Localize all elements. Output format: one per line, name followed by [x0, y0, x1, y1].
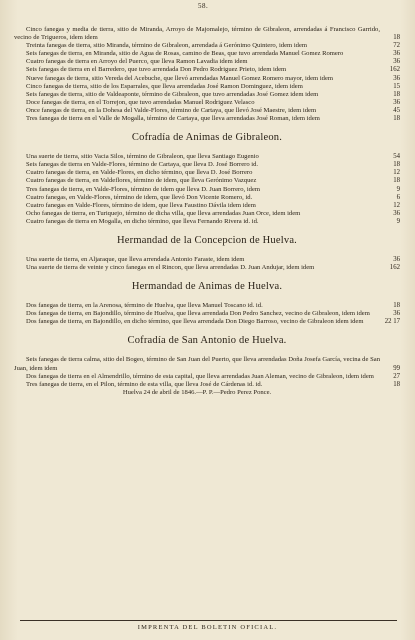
land-entry [14, 310, 400, 318]
entry-text: Tres fanegas de tierra, en el Pilon, término de esta villa, que lleva José de Cárdenas id. id. [26, 380, 263, 388]
entry-text: Ocho fanegas de tierra, en Turiquejo, término de dicha villa, que lleva arrendadas Juan Orce, idem idem [26, 209, 301, 217]
entry-text: Cuatro fanegas de tierra en Mogalla, en dicho término, que lleva Fernando Rivera id. id. [26, 217, 259, 225]
entry-text: Doce fanegas de tierra, en el Torrejon, que tuvo arrendadas Manuel Rodriguez Velasco [26, 98, 255, 106]
entry-text: Cuatro fanegas de tierra, en Valdeflores, término de idem, que lleva Gerónimo Vazquez [26, 177, 257, 185]
entry-text: Dos fanegas de tierra, en Bajondillo, en dicho término, que lleva arrendada Don Diego Barroso, vecino de Gibraleon idem idem [26, 318, 364, 326]
land-entry [14, 58, 400, 66]
land-entry [14, 115, 400, 123]
land-entry [14, 356, 400, 372]
entry-value: 6 [396, 193, 400, 201]
entry-text: Seis fanegas de tierra en Valde-Flores, término de Cartaya, que lleva D. José Borrero id. [26, 161, 259, 169]
land-entry [14, 161, 400, 169]
entry-value: 36 [393, 50, 400, 58]
footer-rule [20, 620, 397, 621]
entry-value: 162 [389, 66, 400, 74]
entry-text: Tres fanegas de tierra, en Valde-Flores, término de idem que lleva D. Juan Borrero, idem [26, 185, 261, 193]
entry-text: Cuatro fanegas en Valde-Flores, término de idem, que lleva Faustino Dávila idem idem [26, 201, 256, 209]
section-heading: Cofradía de Animas de Gibraleon. [131, 132, 283, 144]
entry-value: 27 [393, 372, 400, 380]
land-entry [14, 210, 400, 218]
entry-text: Seis fanegas de tierra, sitio de Valdeaponte, término de Gibraleon, que tuvo arrendadas José Gomez idem idem [26, 90, 319, 98]
entry-text: Nueve fanegas de tierra, sitio Vereda del Acebuche, que llevó arrendadas Manuel Gomez Romero mayor, idem idem [26, 74, 334, 82]
land-entry [14, 186, 400, 194]
entry-value: 36 [393, 58, 400, 66]
entry-value: 45 [393, 106, 400, 114]
entry-text: Dos fanegas de tierra, en Bajondillo, término de Huelva, que lleva arrendada Don Pedro Sanchez, vecino de Gibraleon, idem idem [26, 310, 370, 318]
entry-text: Cuatro fanegas de tierra, en Valde-Flores, en dicho término, que lleva D. José Borrero [26, 169, 253, 177]
land-entry [14, 99, 400, 107]
land-entry [14, 264, 400, 272]
entry-text: Cuatro fanegas, en Valde-Flores, término de idem, que llevó Don Vicente Romero, id. [26, 193, 253, 201]
entry-value: 9 [396, 217, 400, 225]
entry-value: 18 [393, 34, 400, 42]
entry-value: 18 [393, 380, 400, 388]
entry-text: Dos fanegas de tierra, en la Arenosa, término de Huelva, que lleva Manuel Toscano id. id. [26, 302, 263, 310]
land-entry [14, 177, 400, 185]
entry-text: Once fanegas de tierra, en la Dohesa del Valde-Flores, término de Cartaya, que llevó José Maestre, idem idem [26, 106, 317, 114]
entry-value: 36 [393, 255, 400, 263]
land-entry [14, 381, 400, 389]
land-entry [14, 153, 400, 161]
entry-value: 72 [393, 42, 400, 50]
entry-value: 18 [393, 302, 400, 310]
entry-text: Treinta fanegas de tierra, sitio Miranda, término de Gibraleon, arrendada á Gerónimo Quintero, idem idem [26, 42, 307, 50]
entry-value: 18 [393, 115, 400, 123]
land-entry [14, 75, 400, 83]
land-entry [14, 202, 400, 210]
entry-text: Seis fanegas de tierra calma, sitio del Bogeo, término de San Juan del Puerto, que lleva arrendadas Doña Josefa García, vecina de San Juan, idem idem [14, 356, 380, 372]
land-entry [14, 302, 400, 310]
section-heading: Hermandad de la Concepcion de Huelva. [117, 234, 297, 246]
page-number: 58. [198, 2, 209, 10]
entry-text: Cinco fanegas y media de tierra, sitio de Miranda, Arroyo de Majomalejo, término de Gibraleon, arrendadas á Francisco Garrido, vecino de Trigueros, idem idem [14, 26, 380, 42]
land-entry [14, 256, 400, 264]
land-entry [14, 373, 400, 381]
entry-value: 36 [393, 98, 400, 106]
entry-value: 18 [393, 161, 400, 169]
land-entry [14, 42, 400, 50]
entry-value: 54 [393, 153, 400, 161]
entry-value: 15 [393, 82, 400, 90]
entry-value: 36 [393, 209, 400, 217]
land-entry [14, 318, 400, 326]
entry-value: 99 [393, 364, 400, 372]
entry-text: Seis fanegas de tierra en el Barredero, que tuvo arrendada Don Pedro Rodriguez Prieto, idem idem [26, 66, 287, 74]
entry-value: 22 17 [384, 318, 400, 326]
imprint-line: IMPRENTA DEL BOLETIN OFICIAL. [137, 624, 278, 631]
entry-text: Dos fanegas de tierra en el Almendrillo, término de esta capital, que lleva arrendadas Juan Aleman, vecino de Gibraleon, idem idem [26, 372, 374, 380]
entry-text: Cinco fanegas de tierra, sitio de los Esparrales, que lleva arrendadas José Ramon Dominguez, idem idem [26, 82, 303, 90]
entry-value: 18 [393, 90, 400, 98]
entry-text: Una suerte de tierra, en Aljaraque, que lleva arrendada Antonio Faraste, idem idem [26, 255, 245, 263]
land-entry [14, 50, 400, 58]
land-entry [14, 66, 400, 74]
entry-value: 36 [393, 310, 400, 318]
entry-text: Cuatro fanegas de tierra en Arroyo del Puerco, que lleva Ramon Lavadia idem idem [26, 58, 248, 66]
land-entry [14, 169, 400, 177]
entry-text: Una suerte de tierra de veinte y cinco fanegas en el Rincon, que lleva arrendadas D. Juan Andujar, idem idem [26, 264, 315, 272]
land-entry [14, 107, 400, 115]
entry-value: 18 [393, 177, 400, 185]
entry-value: 12 [393, 201, 400, 209]
document-body [14, 26, 400, 397]
land-entry [14, 91, 400, 99]
land-entry [14, 194, 400, 202]
entry-text: Seis fanegas de tierra, en Miranda, sitio de Agua de Rosas, camino de Beas, que tuvo arrendada Manuel Gomez Romero [26, 50, 344, 58]
entry-value: 12 [393, 169, 400, 177]
section-heading: Hermandad de Animas de Huelva. [131, 281, 283, 293]
entry-value: 9 [396, 185, 400, 193]
entry-text: Una suerte de tierra, sitio Vacia Silos, término de Gibraleon, que lleva Santiago Eugenio [26, 153, 259, 161]
entry-text: Tres fanegas de tierra en el Valle de Mogalla, término de Cartaya, que lleva arrendadas José Roman, idem idem [26, 115, 320, 123]
land-entry [14, 218, 400, 226]
entry-value: 162 [389, 264, 400, 272]
entry-value: 36 [393, 74, 400, 82]
section-heading: Cofradía de San Antonio de Huelva. [127, 335, 287, 347]
signature-line: Huelva 24 de abril de 1846.—P. P.—Pedro Perez Ponce. [122, 388, 272, 396]
land-entry [14, 83, 400, 91]
land-entry [14, 26, 400, 42]
